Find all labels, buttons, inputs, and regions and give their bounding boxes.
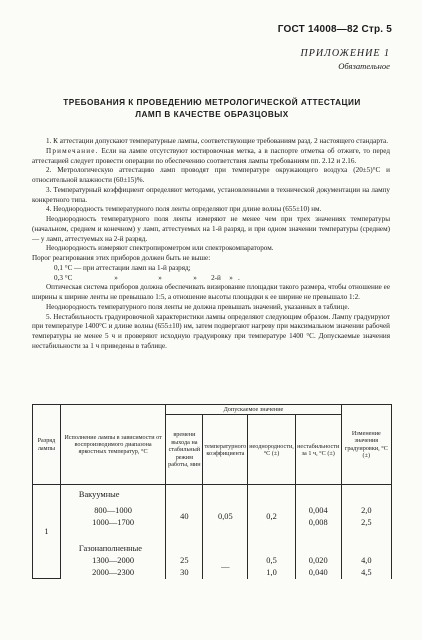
header-design: Исполнение лампы в зависимости от воспроизводимого диапазона яркостных температур, °С bbox=[60, 405, 165, 485]
nonuni-cell: 1,0 bbox=[248, 567, 296, 579]
paragraph-9: Неоднородность температурного поля ленты не должна превышать значений, указанных в таблице. bbox=[46, 302, 350, 311]
appendix-title: ПРИЛОЖЕНИЕ 1 bbox=[300, 48, 390, 59]
table-row-group-vacuum bbox=[33, 485, 392, 505]
threshold-2-end: . bbox=[238, 273, 240, 282]
tempco-cell: — bbox=[203, 555, 248, 579]
instab-cell: 0,020 bbox=[295, 555, 341, 567]
paragraph-2: 2. Метрологическую аттестацию ламп проводят при температуре окружающего воздуха (20±5)°С и относительной влажности (60±15)%. bbox=[32, 166, 390, 184]
header-instab: нестабильности за 1 ч, °С (±) bbox=[295, 415, 341, 485]
paragraph-10: 5. Нестабильность градуировочной характеристики лампы определяют следующим образом. Лампу градуируют при температуре 1400°С и длине волны (655±10) нм, затем подвергают нагреву при максимальном значении рабочей температуры не менее 5 ч и проверяют исходную градуировку при температуре 1400 °С. Допускаемые значения нестабильности за 1 ч приведены в таблице. bbox=[32, 312, 390, 350]
header-nonuni: неоднородности, °С (±) bbox=[248, 415, 296, 485]
threshold-2-ditto-4: » bbox=[229, 273, 233, 282]
threshold-2-rank: 2-й bbox=[211, 273, 221, 282]
table-header-row-1 bbox=[33, 405, 392, 415]
threshold-line-1: 0,1 °С — при аттестации ламп на 1-й разряд; bbox=[54, 263, 191, 272]
nonuni-cell: 0,2 bbox=[248, 505, 296, 529]
rank-cell: 1 bbox=[33, 485, 61, 579]
threshold-2-ditto-1: » bbox=[114, 273, 118, 282]
change-cell: 2,5 bbox=[341, 517, 391, 529]
table-row-group-gas bbox=[33, 543, 392, 555]
threshold-2-ditto-3: » bbox=[193, 273, 197, 282]
threshold-2-value: 0,3 °С bbox=[54, 273, 73, 282]
header-change: Изменение значения градуировки, °С (±) bbox=[341, 405, 391, 485]
paragraph-4: 4. Неоднородность температурного поля ленты определяют при длине волны (655±10) нм. bbox=[46, 205, 322, 214]
time-cell: 40 bbox=[166, 505, 203, 529]
paragraph-5: Неоднородность температурного поля ленты измеряют не менее чем при трех значениях температуры (начальном, среднем и конечном) у ламп, аттестуемых на 1-й разряд, и при одном значении температуры (среднем) — у ламп, аттестуемых на 2-й разряд. bbox=[32, 215, 390, 243]
paragraph-1: 1. К аттестации допускают температурные лампы, соответствующие требованиям разд. 2 настоящего стандарта. bbox=[46, 137, 388, 145]
instab-cell: 0,008 bbox=[295, 517, 341, 529]
range-cell: 1300—2000 bbox=[60, 555, 165, 567]
lamp-parameters-table bbox=[32, 404, 392, 579]
tempco-cell: 0,05 bbox=[203, 505, 248, 529]
document-title bbox=[40, 97, 384, 121]
time-cell: 30 bbox=[166, 567, 203, 579]
group-name-gas: Газонаполненные bbox=[60, 543, 165, 555]
table-row bbox=[33, 555, 392, 567]
note-label: Примечание. bbox=[46, 146, 99, 155]
running-header: ГОСТ 14008—82 Стр. 5 bbox=[277, 24, 392, 35]
change-cell: 2,0 bbox=[341, 505, 391, 517]
note-text: Если на лампе отсутствуют юстировочная метка, а в паспорте отметка об отжиге, то перед аттестацией следует провести операции по обеспечению соответствия лампы требованиям пп. 2.12 и 2.16. bbox=[32, 146, 390, 165]
header-rank: Разряд лампы bbox=[33, 405, 61, 485]
table-row bbox=[33, 505, 392, 517]
document-body bbox=[32, 137, 390, 352]
document-title-line-1: ТРЕБОВАНИЯ К ПРОВЕДЕНИЮ МЕТРОЛОГИЧЕСКОЙ АТТЕСТАЦИИ bbox=[63, 98, 361, 107]
appendix-status: Обязательное bbox=[338, 61, 390, 71]
nonuni-cell: 0,5 bbox=[248, 555, 296, 567]
document-title-line-2: ЛАМП В КАЧЕСТВЕ ОБРАЗЦОВЫХ bbox=[135, 110, 289, 119]
instab-cell: 0,040 bbox=[295, 567, 341, 579]
threshold-line-2 bbox=[32, 274, 390, 284]
paragraph-8: Оптическая система приборов должна обеспечивать визирование площадки такого размера, чтобы отношение ее ширины к ширине ленты не превышало 1:5, а отношение высоты площадки к ее ширине не превышало 1:2. bbox=[32, 283, 390, 301]
range-cell: 2000—2300 bbox=[60, 567, 165, 579]
table-spacer-row bbox=[33, 529, 392, 543]
time-cell: 25 bbox=[166, 555, 203, 567]
instab-cell: 0,004 bbox=[295, 505, 341, 517]
paragraph-3: 3. Температурный коэффициент определяют методами, установленными в технической документации на лампу конкретного типа. bbox=[32, 185, 390, 204]
note-paragraph bbox=[32, 147, 390, 167]
paragraph-7: Порог реагирования этих приборов должен быть не выше: bbox=[32, 254, 211, 262]
paragraph-6: Неоднородность измеряют спектропирометром или спектрокомпаратором. bbox=[46, 244, 274, 253]
threshold-2-ditto-2: » bbox=[158, 273, 162, 282]
range-cell: 1000—1700 bbox=[60, 517, 165, 529]
range-cell: 800—1000 bbox=[60, 505, 165, 517]
change-cell: 4,0 bbox=[341, 555, 391, 567]
header-time: времени выхода на стабильный режим работы, мин bbox=[166, 415, 203, 485]
appendix-heading bbox=[301, 47, 391, 73]
group-name-vacuum: Вакуумные bbox=[60, 485, 165, 505]
header-allowed: Допускаемое значение bbox=[166, 405, 341, 415]
header-tempco: температурного коэффициента bbox=[203, 415, 248, 485]
change-cell: 4,5 bbox=[341, 567, 391, 579]
